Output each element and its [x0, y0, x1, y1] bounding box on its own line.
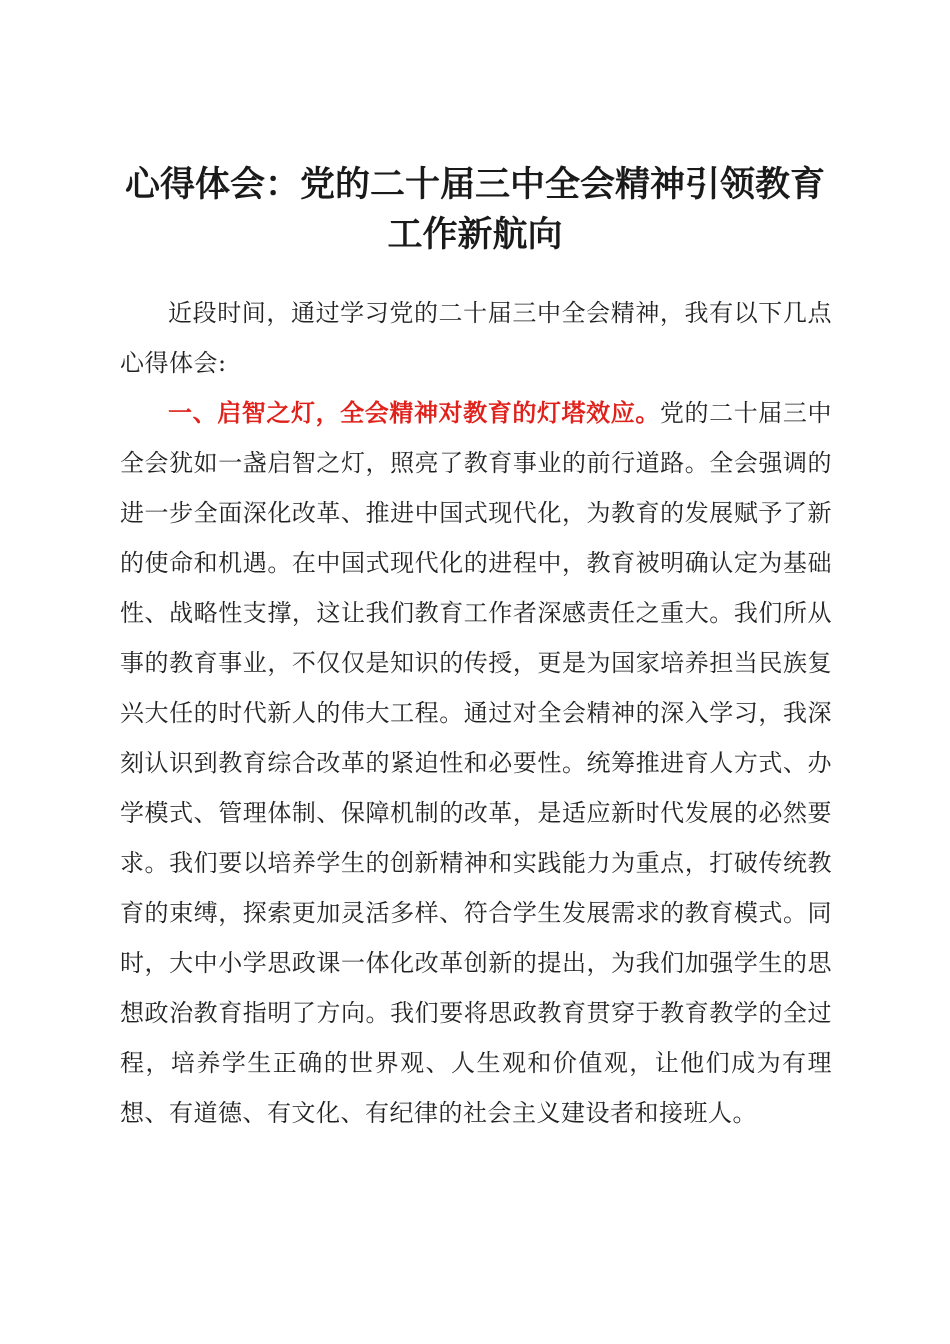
title-line-2: 工作新航向: [387, 214, 563, 255]
intro-paragraph: 近段时间，通过学习党的二十届三中全会精神，我有以下几点心得体会:: [120, 299, 832, 377]
title-line-1: 心得体会：党的二十届三中全会精神引领教育: [124, 164, 825, 205]
section-1-text: 党的二十届三中全会犹如一盏启智之灯，照亮了教育事业的前行道路。全会强调的进一步全面深化改革、推进中国式现代化，为教育的发展赋予了新的使命和机遇。在中国式现代化的进程中，教育被明确认定为基础性、战略性支撑，这让我们教育工作者深感责任之重大。我们所从事的教育事业，不仅仅是知识的传授，更是为国家培养担当民族复兴大任的时代新人的伟大工程。通过对全会精神的深入学习，我深刻认识到教育综合改革的紧迫性和必要性。统筹推进育人方式、办学模式、管理体制、保障机制的改革，是适应新时代发展的必然要求。我们要以培养学生的创新精神和实践能力为重点，打破传统教育的束缚，探索更加灵活多样、符合学生发展需求的教育模式。同时，大中小学思政课一体化改革创新的提出，为我们加强学生的思想政治教育指明了方向。我们要将思政教育贯穿于教育教学的全过程，培养学生正确的世界观、人生观和价值观，让他们成为有理想、有道德、有文化、有纪律的社会主义建设者和接班人。: [120, 399, 832, 1127]
section-1-paragraph: [120, 388, 832, 1138]
section-1-heading: 一、启智之灯，全会精神对教育的灯塔效应。: [168, 398, 660, 427]
document-title: [100, 160, 850, 260]
document-body: [120, 288, 832, 1138]
